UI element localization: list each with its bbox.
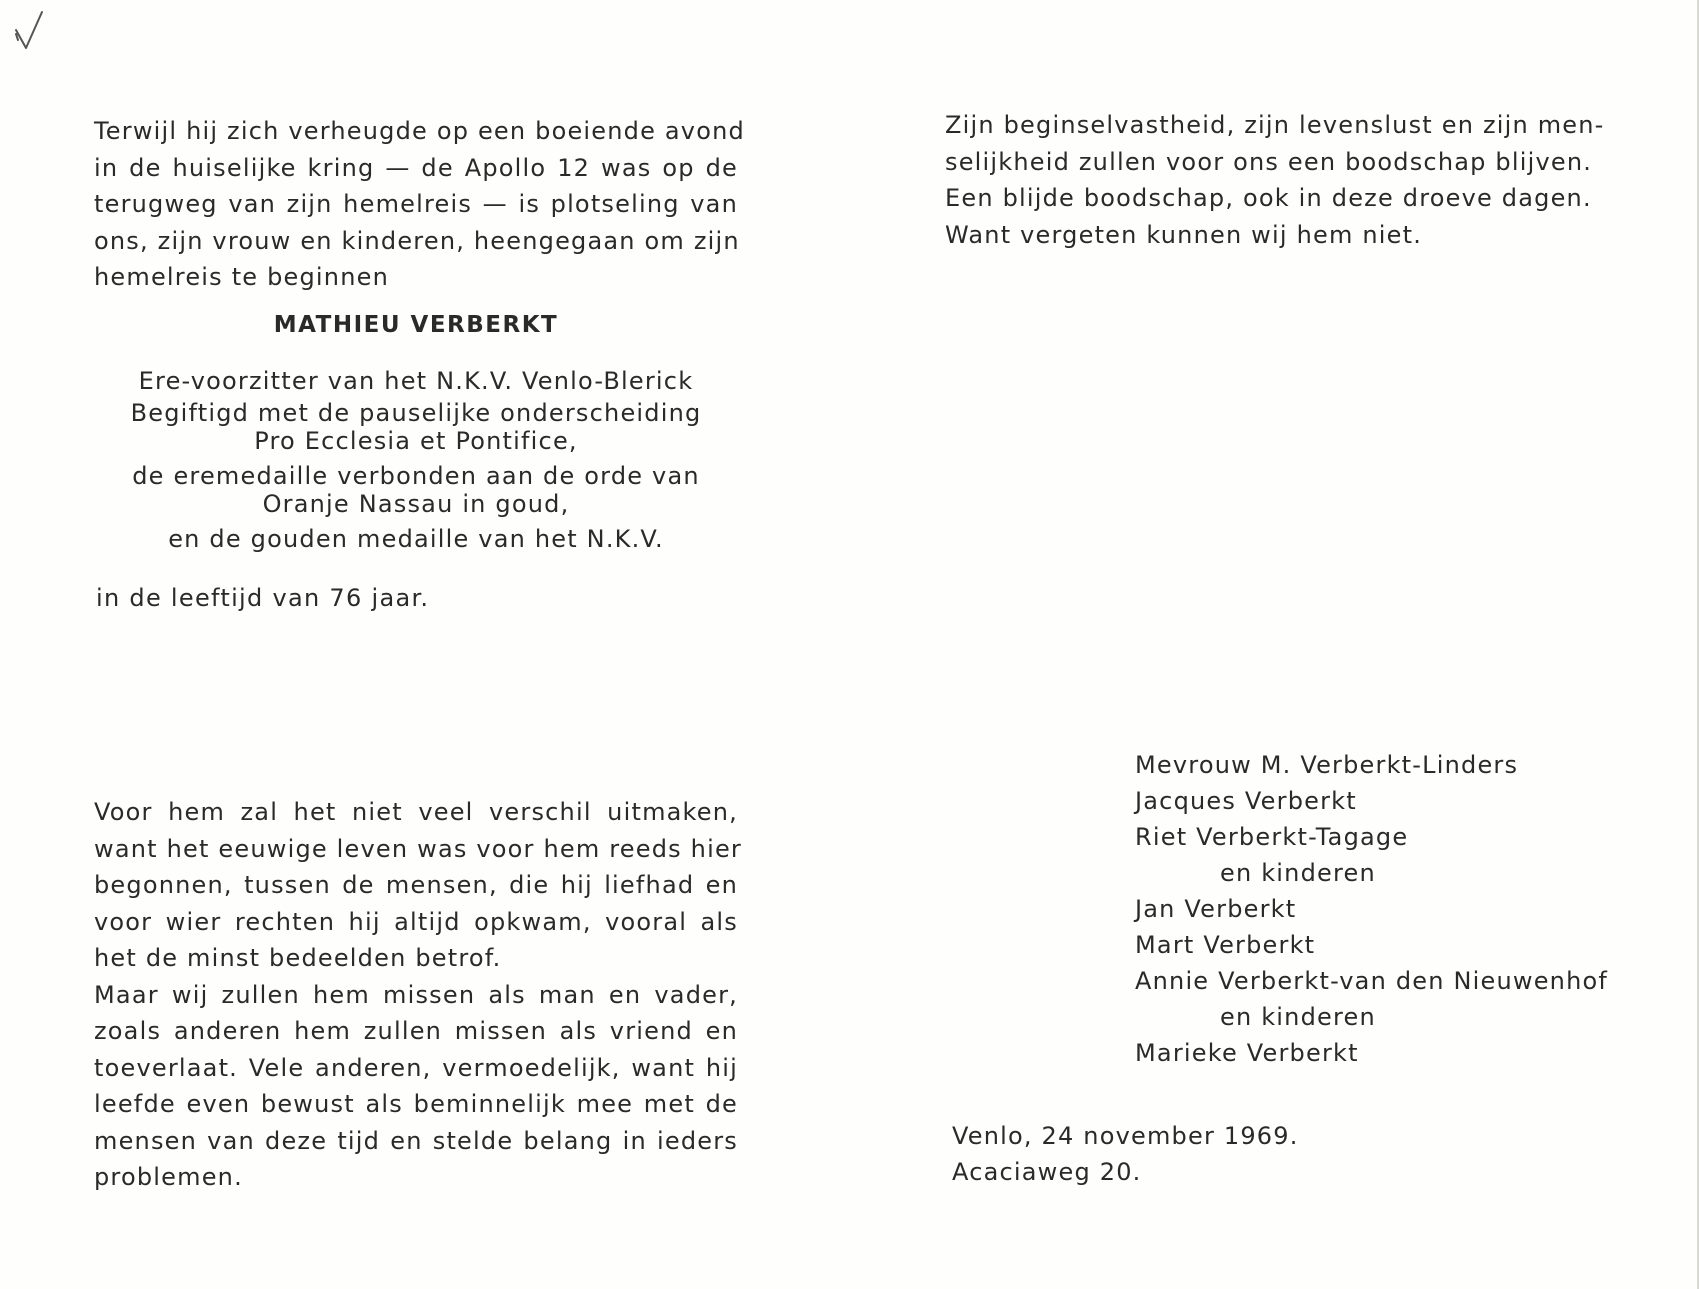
text-line: Terwijl hij zich verheugde op een boeiende avond [94,117,745,145]
family-member: Jacques Verberkt [1135,787,1357,815]
place-date-block [952,1118,1299,1190]
text-line: Maar wij zullen hem missen als man en vader, [94,980,738,1009]
intro-paragraph [94,113,745,296]
text-line: voor wier rechten hij altijd opkwam, vooral als [94,907,738,936]
family-member: Mevrouw M. Verberkt-Linders [1135,751,1519,779]
place-date: Venlo, 24 november 1969. [952,1122,1299,1150]
text-line: Voor hem zal het niet veel verschil uitmaken, [94,798,738,826]
text-line: begonnen, tussen de mensen, die hij liefhad en [94,871,738,899]
text-line: het de minst bedeelden betrof. [94,944,502,972]
honor-line: en de gouden medaille van het N.K.V. [168,525,664,553]
pen-check-mark [12,8,52,58]
family-member: Marieke Verberkt [1135,1039,1359,1067]
closing-paragraph [945,107,1605,253]
family-list [1135,747,1608,1071]
family-member: Riet Verberkt-Tagage [1135,823,1409,851]
text-line: ons, zijn vrouw en kinderen, heengegaan om zijn [94,226,740,255]
text-line: problemen. [94,1163,243,1191]
text-line: want het eeuwige leven was voor hem reeds hier [94,834,742,863]
honors-block [94,367,738,553]
text-line: Een blijde boodschap, ook in deze droeve dagen. [945,184,1592,212]
text-line: selijkheid zullen voor ons een boodschap blijven. [945,147,1593,176]
family-member: Annie Verberkt-van den Nieuwenhof [1135,967,1609,995]
honor-line: Pro Ecclesia et Pontifice, [254,427,578,455]
honor-line: de eremedaille verbonden aan de orde van [132,462,700,490]
text-line: hemelreis te beginnen [94,263,390,291]
honor-line: Oranje Nassau in goud, [262,490,570,518]
family-member: en kinderen [1220,1003,1376,1031]
family-member: Mart Verberkt [1135,931,1316,959]
text-line: Zijn beginselvastheid, zijn levenslust en zijn men- [945,111,1605,139]
family-member: Jan Verberkt [1135,895,1297,923]
tribute-paragraph [94,794,742,1196]
honor-line: Begiftigd met de pauselijke onderscheiding [130,399,702,427]
honor-line: Ere-voorzitter van het N.K.V. Venlo-Blerick [138,367,694,395]
text-line: terugweg van zijn hemelreis — is plotseling van [94,190,738,218]
text-line: mensen van deze tijd en stelde belang in ieders [94,1126,738,1155]
family-member: en kinderen [1220,859,1376,887]
address: Acaciaweg 20. [952,1158,1142,1186]
age-line: in de leeftijd van 76 jaar. [96,584,430,612]
text-line: Want vergeten kunnen wij hem niet. [945,220,1423,249]
deceased-name: MATHIEU VERBERKT [273,312,559,338]
text-line: toeverlaat. Vele anderen, vermoedelijk, want hij [94,1053,738,1082]
text-line: leefde even bewust als beminnelijk mee met de [94,1090,738,1118]
text-line: zoals anderen hem zullen missen als vriend en [94,1017,738,1045]
text-line: in de huiselijke kring — de Apollo 12 was op de [94,153,738,182]
